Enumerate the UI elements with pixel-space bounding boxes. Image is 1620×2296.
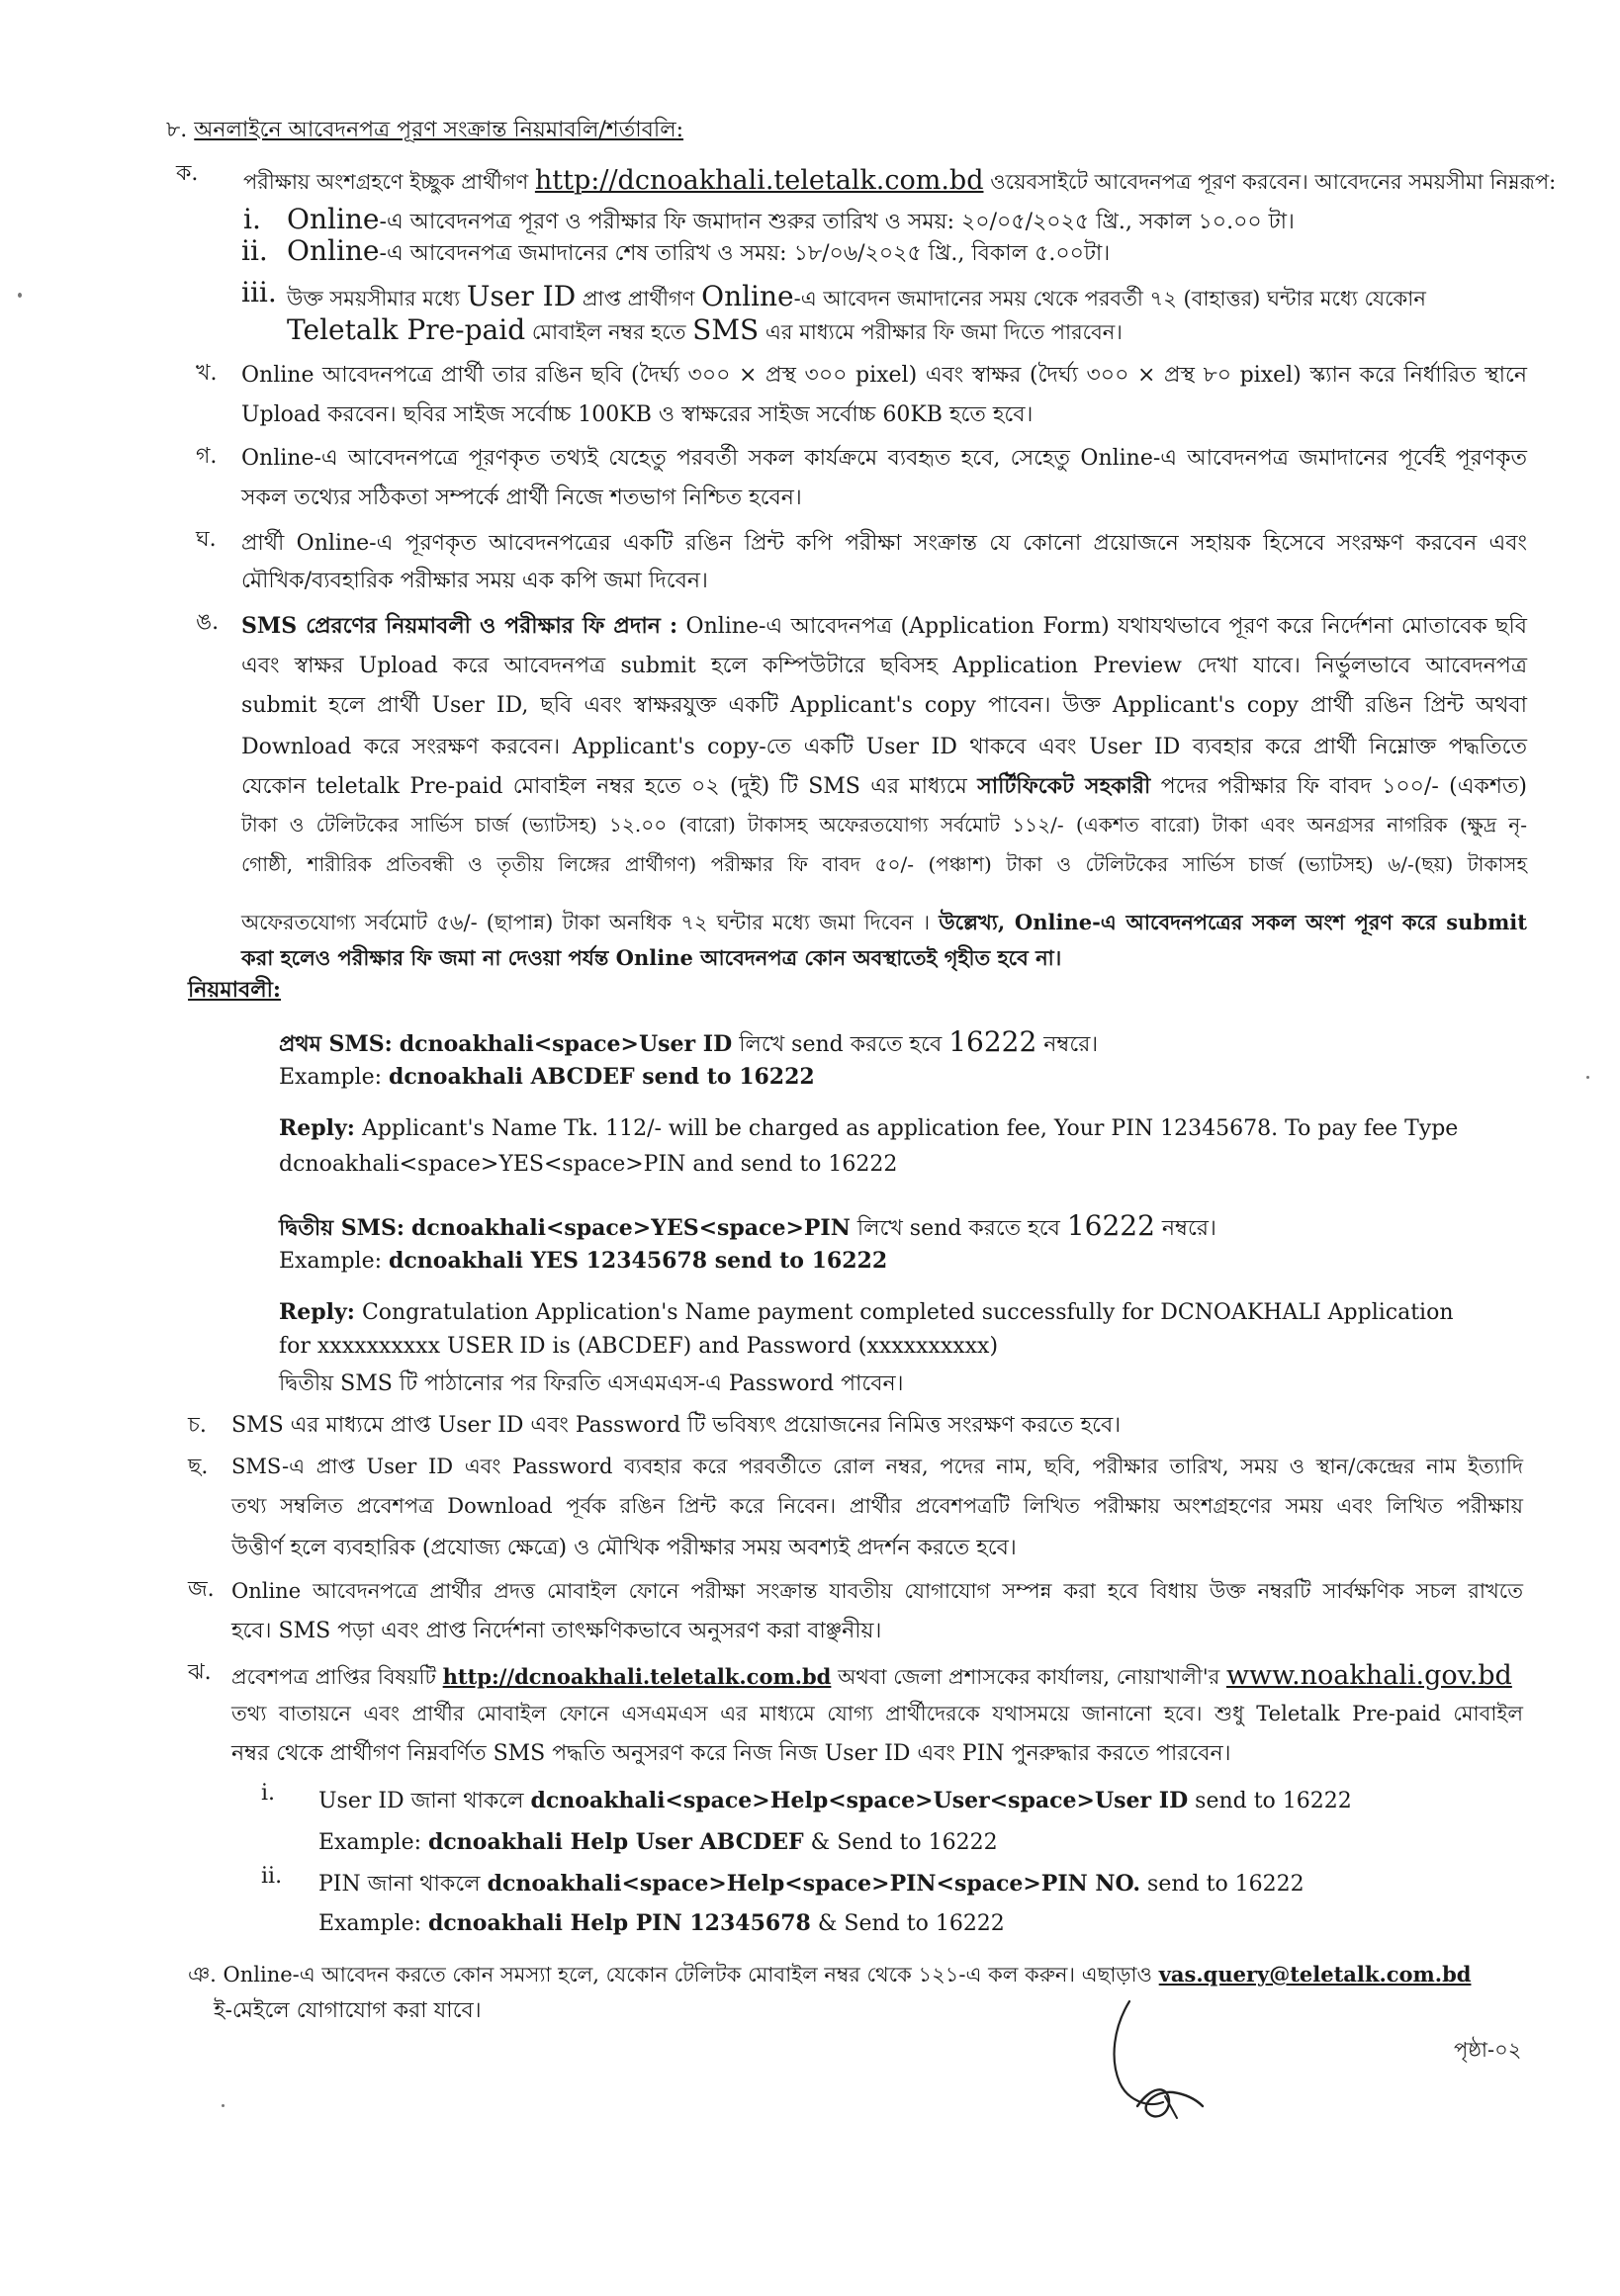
example-tail: & Send to 16222 <box>817 1911 1005 1936</box>
scan-speck <box>222 2104 225 2107</box>
subitem-jha-ii-post: send to 16222 <box>1147 1872 1305 1897</box>
reply1-line2: dcnoakhali<space>YES<space>PIN and send to 16222 <box>279 1152 898 1177</box>
item-marker-chha: ছ. <box>188 1455 209 1479</box>
second-sms-line <box>279 1208 1216 1243</box>
first-sms-command: dcnoakhali<space>User ID <box>399 1031 733 1057</box>
online-word: Online <box>701 280 794 312</box>
item-gha-line1: প্রার্থী Online-এ পূরণকৃত আবেদনপত্রের একটি রঙিন প্রিন্ট কপি পরীক্ষা সংক্রান্ত যে কোনো প্রয়োজনে সহায়ক হিসেবে সংরক্ষণ করবেন এবং <box>241 531 1527 556</box>
reply1-label: Reply: <box>279 1115 355 1141</box>
item-kha-line2: Upload করবেন। ছবির সাইজ সর্বোচ্চ 100KB ও স্বাক্ষরের সাইজ সর্বোচ্চ 60KB হতে হবে। <box>241 402 1034 427</box>
noakhali-website-link[interactable]: www.noakhali.gov.bd <box>1225 1660 1512 1691</box>
subitem-jha-i-command: dcnoakhali<space>Help<space>User<space>User ID <box>530 1788 1189 1813</box>
example1-text: dcnoakhali ABCDEF send to 16222 <box>389 1064 815 1090</box>
example2-label: Example: <box>279 1249 382 1274</box>
reply2-line2: for xxxxxxxxxx USER ID is (ABCDEF) and Password (xxxxxxxxxx) <box>279 1334 999 1359</box>
example-text: dcnoakhali Help PIN 12345678 <box>428 1910 811 1936</box>
first-sms-post: লিখে send করতে হবে <box>739 1032 943 1057</box>
example-label: Example: <box>318 1830 421 1855</box>
teletalk-link[interactable]: http://dcnoakhali.teletalk.com.bd <box>442 1664 832 1689</box>
section-heading <box>166 117 683 144</box>
first-sms-tail: নম্বরে। <box>1043 1032 1099 1057</box>
subitem-jha-ii-example <box>318 1910 1005 1938</box>
reply1-text: Applicant's Name Tk. 112/- will be charged as application fee, Your PIN 12345678. To pay fee Type <box>361 1116 1459 1141</box>
second-sms-command: dcnoakhali<space>YES<space>PIN <box>411 1215 851 1241</box>
item-chha-line1: SMS-এ প্রাপ্ত User ID এবং Password ব্যবহার করে পরবর্তীতে রোল নম্বর, পদের নাম, ছবি, পরীক্ষার তারিখ, সময় ও স্থান/কেন্দ্রের নাম ইত্যাদি <box>231 1455 1523 1478</box>
item-umo-line9: করা হলেও পরীক্ষার ফি জমা না দেওয়া পর্যন্ত Online আবেদনপত্র কোন অবস্থাতেই গৃহীত হবে না। <box>241 945 1062 970</box>
item-umo-line6: টাকা ও টেলিটকের সার্ভিস চার্জ (ভ্যাটসহ) ১২.০০ (বারো) টাকাসহ অফেরতযোগ্য সর্বমোট ১১২/- (একশত বারো) টাকা এবং অনগ্রসর নাগরিক (ক্ষুদ্র নৃ- <box>241 813 1527 837</box>
item-marker-ga: গ. <box>196 444 218 469</box>
subitem-marker-jha-i: i. <box>261 1781 276 1806</box>
item-jha-line2: তথ্য বাতায়নে এবং প্রার্থীর মোবাইল ফোনে এসএমএস এর মাধ্যমে যোগ্য প্রার্থীদেরকে যথাসময়ে জানানো হবে। শুধু Teletalk Pre-paid মোবাইল <box>231 1702 1523 1725</box>
subitem-ka-iii-text: উক্ত সময়সীমার মধ্যে <box>287 287 461 310</box>
item-umo-line1 <box>241 613 1527 641</box>
handwritten-signature <box>1108 1997 1216 2126</box>
support-email-link[interactable]: vas.query@teletalk.com.bd <box>1158 1962 1472 1987</box>
item-umo-line8-pre: অফেরতযোগ্য সর্বমোট ৫৬/- (ছাপান্ন) টাকা অনধিক ৭২ ঘন্টার মধ্যে জমা দিবেন । <box>241 911 931 934</box>
sms-rules-bold-heading: SMS প্রেরণের নিয়মাবলী ও পরীক্ষার ফি প্রদান : <box>241 613 678 639</box>
subitem-ka-iii-post: -এ আবেদন জমাদানের সময় থেকে পরবর্তী ৭২ (বাহাত্তর) ঘন্টার মধ্যে যেকোন <box>793 287 1426 310</box>
subitem-ka-iii-mid: প্রাপ্ত প্রার্থীগণ <box>582 287 695 310</box>
example2-line <box>279 1248 887 1276</box>
item-ja-line1: Online আবেদনপত্রে প্রার্থীর প্রদত্ত মোবাইল ফোনে পরীক্ষা সংক্রান্ত যাবতীয় যোগাযোগ সম্পন্ন করা হবে বিধায় উক্ত নম্বরটি সার্বক্ষণিক সচল রাখতে <box>231 1579 1523 1603</box>
second-sms-post: লিখে send করতে হবে <box>856 1216 1060 1241</box>
second-sms-label: দ্বিতীয় SMS: <box>279 1215 405 1241</box>
item-nya-line1-pre: Online-এ আবেদন করতে কোন সমস্যা হলে, যেকোন টেলিটক মোবাইল নম্বর থেকে ১২১-এ কল করুন। এছাড়াও <box>223 1963 1152 1987</box>
item-umo-line8 <box>241 910 1527 935</box>
item-nya-line2: ই-মেইলে যোগাযোগ করা যাবে। <box>214 1998 482 2023</box>
item-chha-line2: তথ্য সম্বলিত প্রবেশপত্র Download পূর্বক রঙিন প্রিন্ট করে নিবেন। প্রার্থীর প্রবেশপত্রটি লিখিত পরীক্ষায় অংশগ্রহণের সময় এবং লিখিত পরীক্ষায় <box>231 1494 1523 1518</box>
subitem-marker-jha-ii: ii. <box>261 1864 283 1889</box>
item-gha-line2: মৌখিক/ব্যবহারিক পরীক্ষার সময় এক কপি জমা দিবেন। <box>241 569 708 593</box>
item-ja-line2: হবে। SMS পড়া এবং প্রাপ্ত নির্দেশনা তাৎক্ষণিকভাবে অনুসরণ করা বাঞ্ছনীয়। <box>231 1619 882 1643</box>
item-marker-cha: চ. <box>188 1413 207 1438</box>
section-number: ৮. <box>166 118 188 142</box>
item-umo-line4: Download করে সংরক্ষণ করবেন। Applicant's copy-তে একটি User ID থাকবে এবং User ID ব্যবহার করে প্রার্থী নিম্নোক্ত পদ্ধতিতে <box>241 735 1527 759</box>
item-ga-line2: সকল তথ্যের সঠিকতা সম্পর্কে প্রার্থী নিজে শতভাগ নিশ্চিত হবেন। <box>241 486 802 510</box>
subitem-ka-iii-line2-post: এর মাধ্যমে পরীক্ষার ফি জমা দিতে পারবেন। <box>765 320 1123 344</box>
item-cha-line1: SMS এর মাধ্যমে প্রাপ্ত User ID এবং Password টি ভবিষ্যৎ প্রয়োজনের নিমিত্ত সংরক্ষণ করতে হবে। <box>231 1413 1122 1438</box>
first-sms-number: 16222 <box>948 1025 1037 1058</box>
item-marker-ja: জ. <box>188 1577 215 1602</box>
subitem-jha-i-example <box>318 1829 998 1857</box>
item-jha-line1 <box>231 1659 1512 1693</box>
item-umo-line8-bold: উল্লেখ্য, Online-এ আবেদনপত্রের সকল অংশ পূরণ করে submit <box>939 910 1527 934</box>
subitem-ka-ii-text: -এ আবেদনপত্র জমাদানের শেষ তারিখ ও সময়: ১৮/০৬/২০২৫ খ্রি., বিকাল ৫.০০টা। <box>379 241 1111 266</box>
sms-word: SMS <box>692 313 760 346</box>
subitem-jha-ii-command: dcnoakhali<space>Help<space>PIN<space>PIN NO. <box>487 1871 1141 1897</box>
reply1-line <box>279 1115 1458 1143</box>
item-ka-text: পরীক্ষায় অংশগ্রহণে ইচ্ছুক প্রার্থীগণ <box>243 170 529 194</box>
second-sms-number: 16222 <box>1066 1209 1155 1242</box>
first-sms-line <box>279 1024 1098 1059</box>
teletalk-link[interactable]: http://dcnoakhali.teletalk.com.bd <box>534 165 984 196</box>
item-umo-line2: এবং স্বাক্ষর Upload করে আবেদনপত্র submit হলে কম্পিউটারে ছবিসহ Application Preview দেখা যাবে। নির্ভুলভাবে আবেদনপত্র <box>241 654 1527 678</box>
subitem-jha-ii-pre: PIN জানা থাকলে <box>318 1872 481 1897</box>
subitem-jha-i <box>318 1788 1352 1815</box>
reply2-text: Congratulation Application's Name payment completed successfully for DCNOAKHALI Application <box>361 1300 1454 1325</box>
item-umo-line5 <box>241 773 1527 801</box>
first-sms-label: প্রথম SMS: <box>279 1031 393 1057</box>
reply2-line <box>279 1299 1454 1327</box>
online-word: Online <box>287 234 380 267</box>
subitem-jha-ii <box>318 1871 1305 1899</box>
item-chha-line3: উত্তীর্ণ হলে ব্যবহারিক (প্রযোজ্য ক্ষেত্রে) ও মৌখিক পরীক্ষার সময় অবশ্যই প্রদর্শন করতে হবে। <box>231 1536 1017 1560</box>
example-tail: & Send to 16222 <box>810 1830 998 1855</box>
subitem-jha-i-post: send to 16222 <box>1195 1789 1352 1813</box>
reply2-line3: দ্বিতীয় SMS টি পাঠানোর পর ফিরতি এসএমএস-এ Password পাবেন। <box>279 1371 904 1396</box>
subitem-ka-iii-line2-mid: মোবাইল নম্বর হতে <box>531 320 686 344</box>
post-name-bold: সার্টিফিকেট সহকারী <box>977 773 1151 799</box>
subitem-ka-iii-line1 <box>287 279 1426 313</box>
reply2-label: Reply: <box>279 1299 355 1325</box>
userid-word: User ID <box>466 280 577 312</box>
scan-speck <box>1586 1076 1589 1079</box>
item-marker-kha: খ. <box>196 361 218 386</box>
item-ka-text-post: ওয়েবসাইটে আবেদনপত্র পূরণ করবেন। আবেদনের সময়সীমা নিম্নরূপ: <box>990 170 1557 194</box>
item-jha-line1-pre: প্রবেশপত্র প্রাপ্তির বিষয়টি <box>231 1665 436 1689</box>
item-marker-umo: ঙ. <box>196 610 220 635</box>
example2-text: dcnoakhali YES 12345678 send to 16222 <box>389 1248 888 1274</box>
item-ga-line1: Online-এ আবেদনপত্রে পূরণকৃত তথ্যই যেহেতু পরবর্তী সকল কার্যক্রমে ব্যবহৃত হবে, সেহেতু Online-এ আবেদনপত্র জমাদানের পূর্বেই পূরণকৃত <box>241 446 1527 471</box>
section-title: অনলাইনে আবেদনপত্র পূরণ সংক্রান্ত নিয়মাবলি/শর্তাবলি: <box>194 118 684 142</box>
scan-speck <box>18 293 22 298</box>
online-word: Online <box>287 203 380 235</box>
item-marker-nya: ঞ. <box>188 1963 217 1987</box>
subitem-marker-i: i. <box>243 203 261 235</box>
item-marker-jha: ঝ. <box>188 1660 212 1685</box>
item-nya-line1 <box>188 1962 1471 1987</box>
subitem-marker-ii: ii. <box>241 234 268 267</box>
item-jha-line3: নম্বর থেকে প্রার্থীগণ নিম্নবর্ণিত SMS পদ্ধতি অনুসরণ করে নিজ নিজ User ID এবং PIN পুনরুদ্ধার করতে পারবেন। <box>231 1741 1231 1766</box>
item-marker-gha: ঘ. <box>196 527 217 552</box>
subitem-jha-i-pre: User ID জানা থাকলে <box>318 1789 524 1813</box>
second-sms-tail: নম্বরে। <box>1161 1216 1216 1241</box>
example1-line <box>279 1064 815 1092</box>
item-umo-line5-pre: যেকোন teletalk Pre-paid মোবাইল নম্বর হতে ০২ (দুই) টি SMS এর মাধ্যমে <box>241 774 967 799</box>
item-kha-line1: Online আবেদনপত্রে প্রার্থী তার রঙিন ছবি (দৈর্ঘ্য ৩০০ × প্রস্থ ৩০০ pixel) এবং স্বাক্ষর (দৈর্ঘ্য ৩০০ × প্রস্থ ৮০ pixel) স্ক্যান করে নির্ধারিত স্থানে <box>241 363 1527 388</box>
item-umo-line5-post: পদের পরীক্ষার ফি বাবদ ১০০/- (একশত) <box>1160 774 1528 799</box>
item-jha-line1-mid: অথবা জেলা প্রশাসকের কার্যালয়, নোয়াখালী'র <box>838 1665 1220 1689</box>
example-label: Example: <box>318 1911 421 1936</box>
subitem-ka-ii <box>287 233 1110 268</box>
subitem-marker-iii: iii. <box>241 276 277 309</box>
item-umo-line7: গোষ্ঠী, শারীরিক প্রতিবন্ধী ও তৃতীয় লিঙ্গের প্রার্থীগণ) পরীক্ষার ফি বাবদ ৫০/- (পঞ্চাশ) টাকা ও টেলিটকের সার্ভিস চার্জ (ভ্যাটসহ) ৬/-(ছয়) টাকাসহ <box>241 852 1527 876</box>
item-umo-line1-rest: Online-এ আবেদনপত্র (Application Form) যথাযথভাবে পূরণ করে নির্দেশনা মোতাবেক ছবি <box>685 614 1527 639</box>
rules-heading: নিয়মাবলী: <box>188 977 282 1003</box>
subitem-ka-i <box>287 202 1295 236</box>
item-ka-line1 <box>243 164 1556 198</box>
teletalk-prepaid-word: Teletalk Pre-paid <box>287 313 526 346</box>
example1-label: Example: <box>279 1065 382 1090</box>
example-text: dcnoakhali Help User ABCDEF <box>428 1829 804 1855</box>
item-umo-line3: submit হলে প্রার্থী User ID, ছবি এবং স্বাক্ষরযুক্ত একটি Applicant's copy পাবেন। উক্ত Applicant's copy প্রার্থী রঙিন প্রিন্ট অথবা <box>241 693 1527 718</box>
item-marker-ka: ক. <box>176 161 199 186</box>
subitem-ka-iii-line2 <box>287 312 1123 347</box>
page-number: পৃষ্ঠা-০২ <box>1454 2038 1522 2062</box>
subitem-ka-i-text: -এ আবেদনপত্র পূরণ ও পরীক্ষার ফি জমাদান শুরুর তারিখ ও সময়: ২০/০৫/২০২৫ খ্রি., সকাল ১০.০০ টা। <box>379 210 1295 234</box>
